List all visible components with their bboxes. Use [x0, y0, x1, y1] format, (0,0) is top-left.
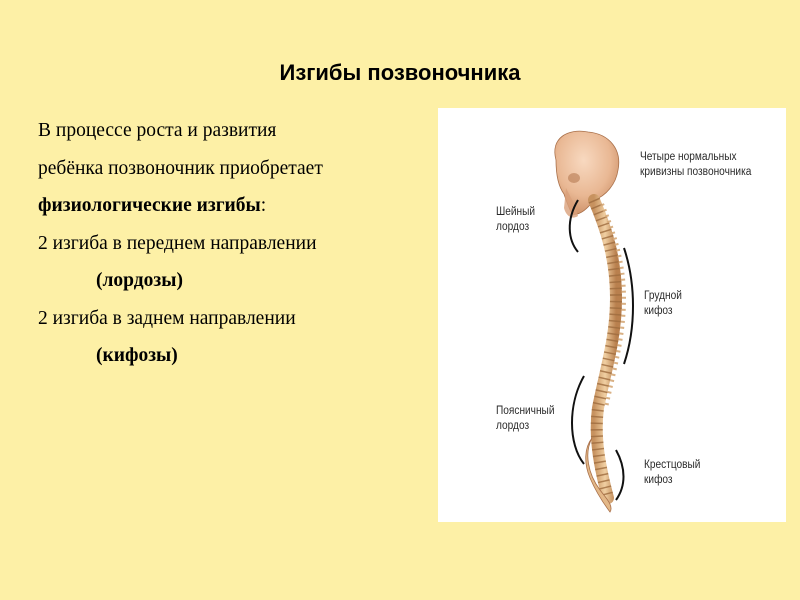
colon: :: [260, 195, 267, 216]
thoracic-bracket: [624, 248, 633, 364]
cervical-lordosis-label: Шейный лордоз: [496, 206, 536, 233]
bold-term: физиологические изгибы: [38, 195, 261, 216]
text-line-3: [38, 187, 323, 225]
figure-header-label: Четыре нормальных кривизны позвоночника: [640, 151, 752, 178]
sacral-bracket: [616, 450, 624, 500]
text-line-kyphosis: (кифозы): [96, 345, 178, 366]
text-line-2: ребёнка позвоночник приобретает: [38, 157, 323, 179]
lumbar-lordosis-label: Поясничный лордоз: [496, 405, 555, 432]
thoracic-kyphosis-label: Грудной кифоз: [644, 290, 682, 317]
body-text: [38, 112, 323, 375]
lumbar-bracket: [572, 376, 584, 464]
text-line-lordosis: (лордозы): [96, 270, 183, 291]
text-line-6: 2 изгиба в заднем направлении: [38, 307, 296, 329]
slide-title: Изгибы позвоночника: [279, 60, 521, 85]
skull: [555, 131, 619, 217]
spine-figure: [438, 108, 786, 522]
sacral-kyphosis-label: Крестцовый кифоз: [644, 459, 701, 486]
text-line-1: В процессе роста и развития: [38, 120, 277, 141]
text-line-4: 2 изгиба в переднем направлении: [38, 232, 317, 254]
